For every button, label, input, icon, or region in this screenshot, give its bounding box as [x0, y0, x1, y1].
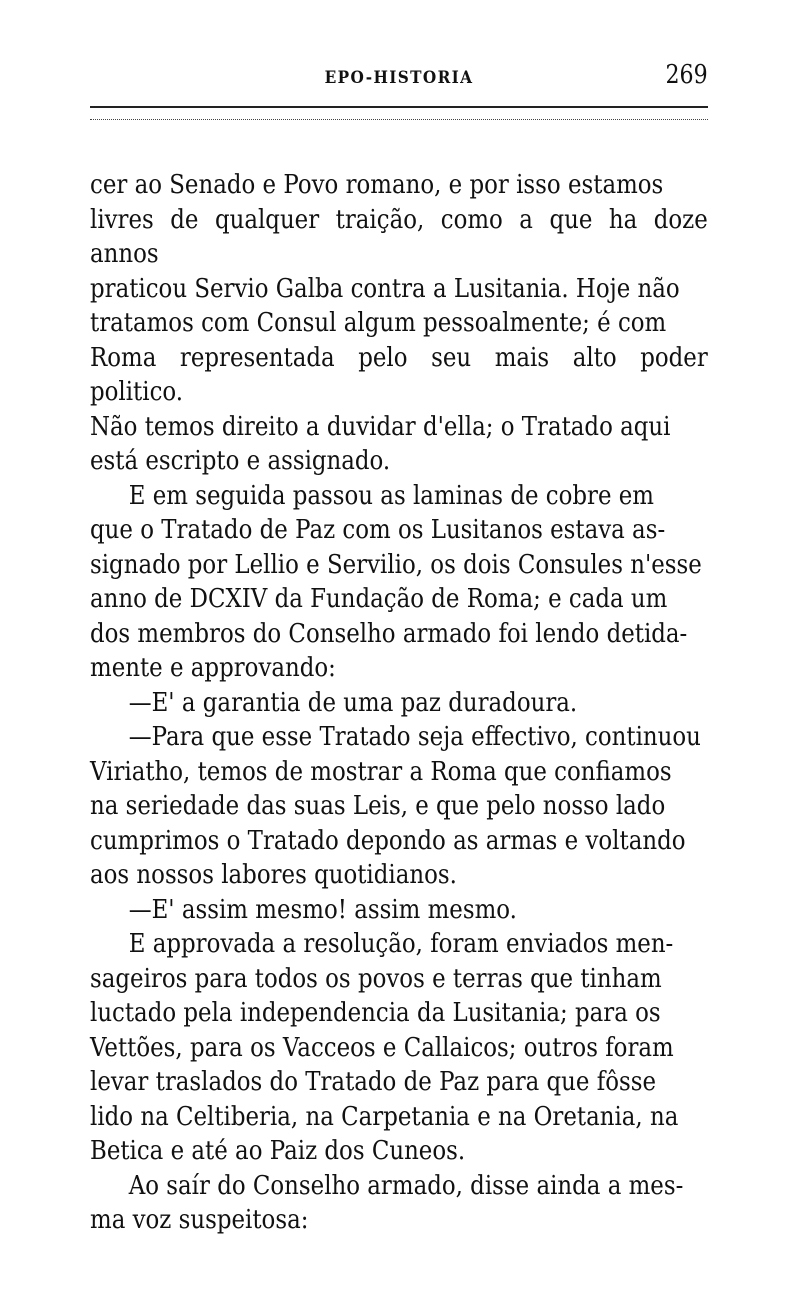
paragraph: —E' a garantia de uma paz duradoura. — [128, 687, 578, 718]
running-title: EPO-HISTORIA — [324, 68, 474, 88]
running-head — [90, 60, 708, 100]
paragraph: cer ao Senado e Povo romano, e por isso estamos livres de qualquer traição, como a que ha doze annos praticou Servio Galba contra a Lusitania. Hoje não tratamos com Consul algum pessoalmente; é com Roma representada pelo seu mais alto poder politico. Não temos direito a duvidar d'ella; o Tratado aqui está escripto e assignado. — [90, 170, 708, 476]
header-rule-dotted — [90, 119, 708, 120]
paragraph: —E' assim mesmo! assim mesmo. — [128, 894, 517, 925]
body-text — [90, 168, 708, 1238]
header-rule — [90, 106, 708, 108]
paragraph: —Para que esse Tratado seja effectivo, continuou Viriatho, temos de mostrar a Roma que confiamos na seriedade das suas Leis, e que pelo nosso lado cumprimos o Tratado depondo as armas e voltando aos nossos labores quotidianos. — [90, 722, 701, 890]
paragraph: Ao saír do Conselho armado, disse ainda a mes- ma voz suspeitosa: — [90, 1170, 684, 1235]
page-number: 269 — [665, 60, 708, 90]
paragraph: E approvada a resolução, foram enviados men- sageiros para todos os povos e terras que tinham luctado pela independencia da Lusitania; para os Vettões, para os Vacceos e Callaicos; outros foram levar traslados do Tratado de Paz para que fôsse lido na Celtiberia, na Carpetania e na Oretania, na Betica e até ao Paiz dos Cuneos. — [90, 929, 679, 1166]
paragraph: E em seguida passou as laminas de cobre em que o Tratado de Paz com os Lusitanos estava as- signado por Lellio e Servilio, os dois Consules n'esse anno de DCXIV da Fundação de Roma; e cada um dos membros do Conselho armado foi lendo detida- mente e approvando: — [90, 480, 702, 683]
